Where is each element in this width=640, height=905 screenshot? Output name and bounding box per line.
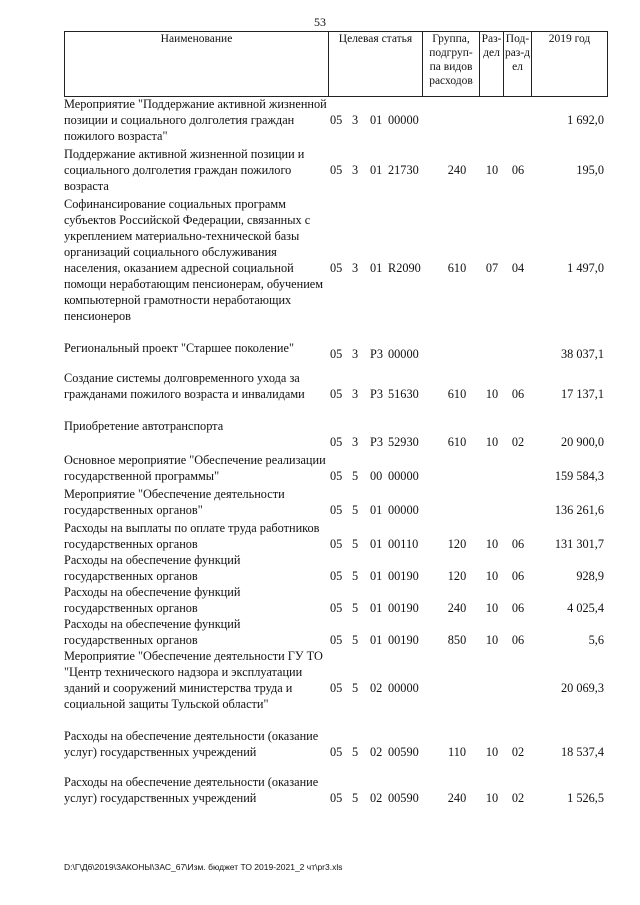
expense-group: 610 (447, 387, 467, 401)
subsection: 02 (511, 791, 525, 805)
subsection: 06 (511, 387, 525, 401)
subsection: 06 (511, 537, 525, 551)
code-part-2: 3 (352, 261, 359, 275)
subsection: 06 (511, 601, 525, 615)
subsection: 06 (511, 569, 525, 583)
code-part-2: 5 (352, 633, 359, 647)
code-part-3: 00 (370, 469, 383, 483)
code-part-2: 5 (352, 469, 359, 483)
header-year: 2019 год (532, 31, 608, 97)
code-part-1: 05 (330, 435, 343, 449)
code-part-1: 05 (330, 261, 343, 275)
code-part-2: 3 (352, 113, 359, 127)
code-part-4: 00110 (388, 537, 419, 551)
subsection: 06 (511, 163, 525, 177)
code-part-4: 00590 (388, 791, 419, 805)
section: 10 (485, 387, 499, 401)
expense-group: 110 (448, 745, 466, 759)
row-name: Расходы на обеспечение деятельности (оказание услуг) государственных учреждений (64, 775, 319, 805)
subsection: 02 (511, 745, 525, 759)
code-part-4: 00000 (388, 681, 419, 695)
section: 10 (485, 537, 499, 551)
code-part-2: 3 (352, 387, 359, 401)
row-name: Приобретение автотранспорта (64, 419, 224, 433)
section: 10 (485, 745, 499, 759)
code-part-3: 01 (370, 569, 383, 583)
expense-group: 850 (447, 633, 467, 647)
code-part-3: 01 (370, 261, 383, 275)
expense-group: 120 (447, 537, 467, 551)
code-part-3: 01 (370, 537, 383, 551)
row-name: Мероприятие "Обеспечение деятельности ГУ ТО "Центр технического надзора и эксплуатации зданий и сооружений министерства труда и социальной защиты Тульской области" (64, 649, 323, 711)
code-part-1: 05 (330, 347, 343, 361)
row-name: Региональный проект "Старшее поколение" (64, 341, 294, 355)
code-part-4: 00190 (388, 633, 419, 647)
code-part-3: 01 (370, 503, 383, 517)
code-part-4: 00000 (388, 469, 419, 483)
code-part-4: 52930 (388, 435, 419, 449)
amount-2019: 1 692,0 (567, 113, 604, 127)
amount-2019: 20 900,0 (560, 435, 604, 449)
code-part-4: 21730 (388, 163, 419, 177)
row-name: Расходы на обеспечение функций государственных органов (64, 617, 241, 647)
amount-2019: 159 584,3 (554, 469, 604, 483)
row-name: Расходы на обеспечение функций государственных органов (64, 553, 241, 583)
page-number: 53 (314, 15, 326, 29)
amount-2019: 136 261,6 (554, 503, 604, 517)
amount-2019: 928,9 (576, 569, 604, 583)
code-part-4: 00590 (388, 745, 419, 759)
code-part-3: 01 (370, 163, 383, 177)
code-part-2: 5 (352, 791, 359, 805)
row-name: Софинансирование социальных программ субъектов Российской Федерации, связанных с укреплением материально-технической базы организаций социального обслуживания населения, оказанием адресной социальной помощи неработающим пенсионерам, обучением компьютерной грамотности неработающих пенсионеров (64, 197, 324, 323)
code-part-1: 05 (330, 503, 343, 517)
code-part-1: 05 (330, 387, 343, 401)
amount-2019: 18 537,4 (560, 745, 604, 759)
expense-group: 120 (447, 569, 467, 583)
section: 10 (485, 633, 499, 647)
row-name: Поддержание активной жизненной позиции и социального долголетия граждан пожилого возраста (64, 147, 305, 193)
header-subsection: Под-раз-дел (504, 31, 532, 97)
code-part-2: 3 (352, 163, 359, 177)
code-part-1: 05 (330, 537, 343, 551)
section: 07 (485, 261, 499, 275)
code-part-3: 02 (370, 681, 383, 695)
row-name: Расходы на обеспечение деятельности (оказание услуг) государственных учреждений (64, 729, 319, 759)
amount-2019: 1 526,5 (567, 791, 604, 805)
code-part-2: 5 (352, 681, 359, 695)
code-part-4: 00000 (388, 113, 419, 127)
code-part-1: 05 (330, 681, 343, 695)
code-part-4: 51630 (388, 387, 419, 401)
expense-group: 610 (447, 261, 467, 275)
code-part-3: 02 (370, 745, 383, 759)
amount-2019: 38 037,1 (560, 347, 604, 361)
section: 10 (485, 601, 499, 615)
code-part-1: 05 (330, 791, 343, 805)
code-part-1: 05 (330, 633, 343, 647)
section: 10 (485, 569, 499, 583)
amount-2019: 195,0 (576, 163, 604, 177)
code-part-2: 5 (352, 503, 359, 517)
code-part-1: 05 (330, 469, 343, 483)
header-group: Группа, подгруп-па видов расходов (423, 31, 480, 97)
code-part-4: 00000 (388, 503, 419, 517)
row-name: Расходы на выплаты по оплате труда работников государственных органов (64, 521, 320, 551)
expense-group: 240 (447, 163, 467, 177)
code-part-1: 05 (330, 163, 343, 177)
code-part-1: 05 (330, 569, 343, 583)
code-part-4: 00190 (388, 569, 419, 583)
code-part-3: P3 (370, 387, 383, 401)
code-part-2: 3 (352, 435, 359, 449)
amount-2019: 17 137,1 (560, 387, 604, 401)
amount-2019: 131 301,7 (554, 537, 604, 551)
header-name: Наименование (64, 31, 329, 97)
code-part-3: 01 (370, 633, 383, 647)
code-part-1: 05 (330, 745, 343, 759)
code-part-4: 00190 (388, 601, 419, 615)
code-part-2: 5 (352, 569, 359, 583)
expense-group: 240 (447, 791, 467, 805)
subsection: 02 (511, 435, 525, 449)
row-name: Расходы на обеспечение функций государственных органов (64, 585, 241, 615)
section: 10 (485, 163, 499, 177)
code-part-2: 5 (352, 537, 359, 551)
row-name: Основное мероприятие "Обеспечение реализации государственной программы" (64, 453, 326, 483)
subsection: 06 (511, 633, 525, 647)
code-part-2: 5 (352, 745, 359, 759)
amount-2019: 20 069,3 (560, 681, 604, 695)
section: 10 (485, 435, 499, 449)
code-part-2: 5 (352, 601, 359, 615)
file-path-footer: D:\Г\Д6\2019\ЗАКОНЫ\ЗАС_67\Изм. бюджет ТО 2019-2021_2 чт\pr3.xls (64, 862, 343, 872)
expense-group: 610 (447, 435, 467, 449)
code-part-2: 3 (352, 347, 359, 361)
code-part-4: R2090 (388, 261, 421, 275)
amount-2019: 1 497,0 (567, 261, 604, 275)
row-name: Создание системы долговременного ухода за гражданами пожилого возраста и инвалидами (64, 371, 305, 401)
code-part-1: 05 (330, 113, 343, 127)
code-part-4: 00000 (388, 347, 419, 361)
code-part-3: 02 (370, 791, 383, 805)
amount-2019: 4 025,4 (567, 601, 604, 615)
expense-group: 240 (447, 601, 467, 615)
code-part-3: 01 (370, 113, 383, 127)
code-part-3: 01 (370, 601, 383, 615)
subsection: 04 (511, 261, 525, 275)
amount-2019: 5,6 (588, 633, 604, 647)
code-part-3: P3 (370, 347, 383, 361)
header-target: Целевая статья (329, 31, 423, 97)
code-part-1: 05 (330, 601, 343, 615)
row-name: Мероприятие "Поддержание активной жизненной позиции и социального долголетия граждан пожилого возраста" (64, 97, 327, 143)
header-section: Раз-дел (480, 31, 504, 97)
code-part-3: P3 (370, 435, 383, 449)
row-name: Мероприятие "Обеспечение деятельности государственных органов" (64, 487, 285, 517)
section: 10 (485, 791, 499, 805)
